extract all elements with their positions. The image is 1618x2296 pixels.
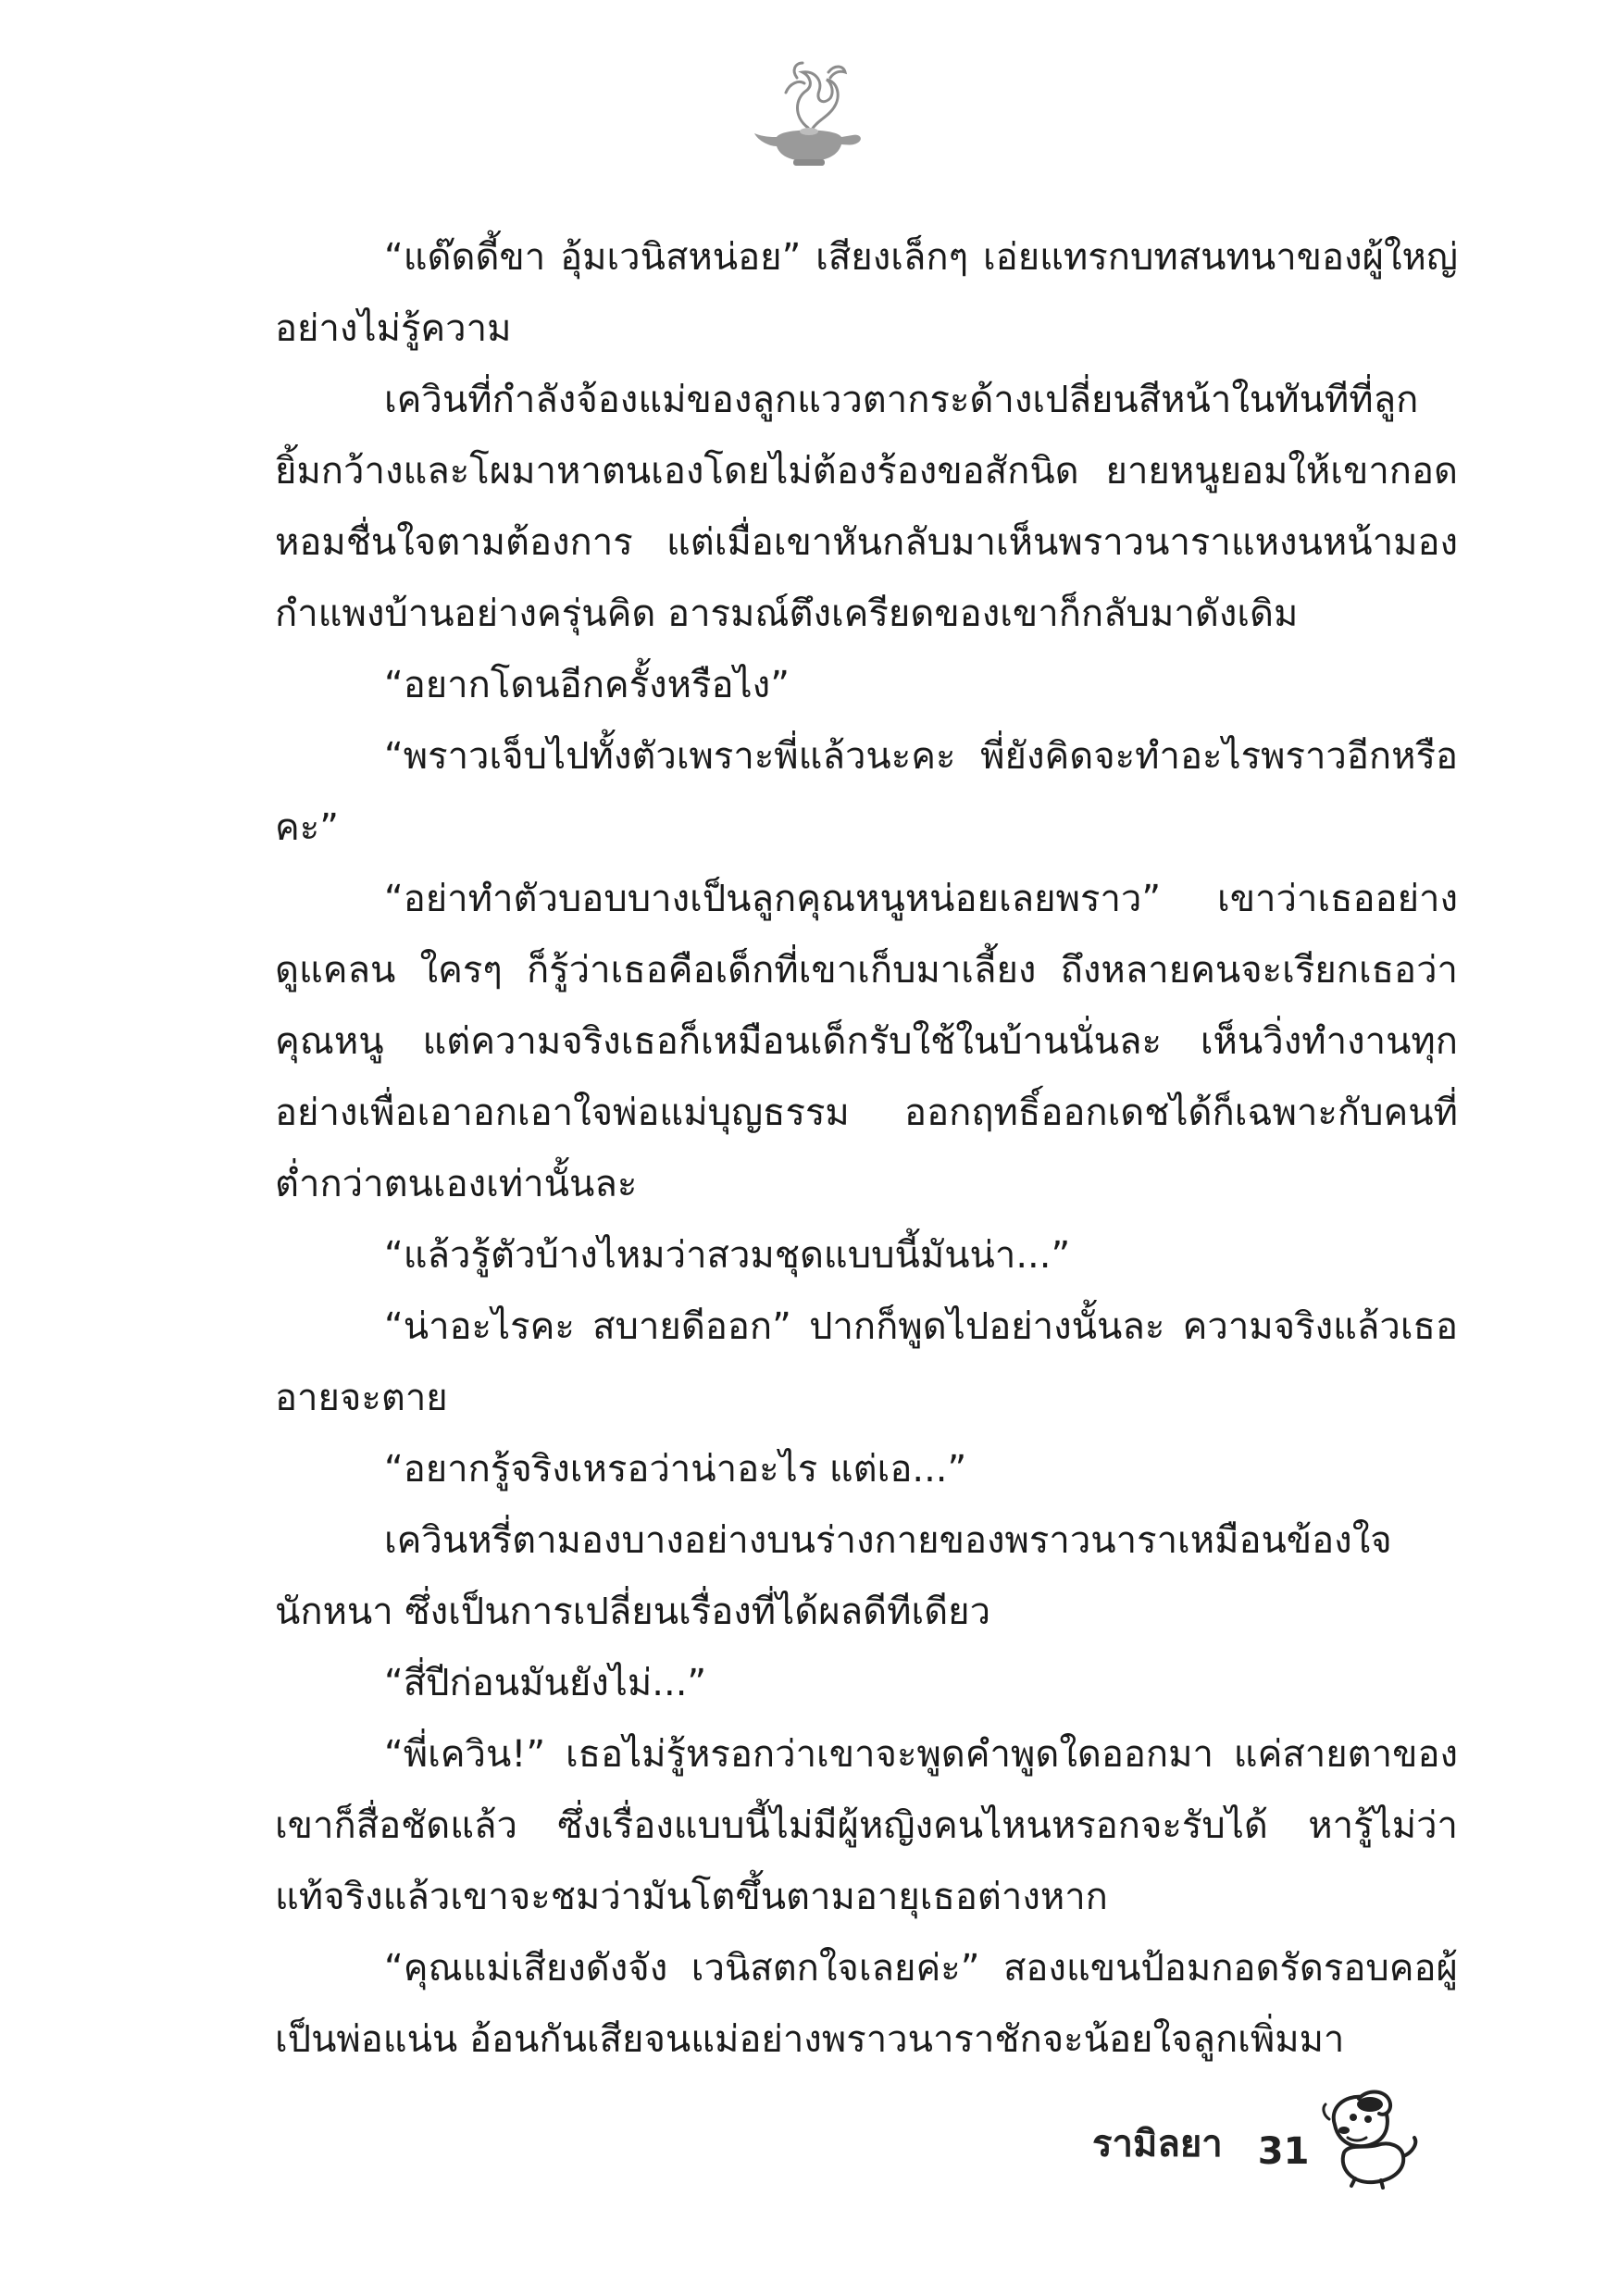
dog-icon	[1316, 2088, 1427, 2191]
paragraph: เควินที่กำลังจ้องแม่ของลูกแววตากระด้างเปลี่ยนสีหน้าในทันทีที่ลูกยิ้มกว้างและโผมาหาตนเองโดยไม่ต้องร้องขอสักนิด ยายหนูยอมให้เขากอดหอมชื่นใจตามต้องการ แต่เมื่อเขาหันกลับมาเห็นพราวนาราแหงนหน้ามองกำแพงบ้านอย่างครุ่นคิด อารมณ์ตึงเครียดของเขาก็กลับมาดังเดิม	[275, 379, 1458, 635]
genie-lamp-icon	[749, 56, 869, 171]
paragraph: “อยากโดนอีกครั้งหรือไง”	[384, 664, 790, 706]
paragraph: “แล้วรู้ตัวบ้างไหมว่าสวมชุดแบบนี้มันน่า...”	[384, 1234, 1071, 1277]
page-number: 31	[1257, 2130, 1310, 2173]
paragraph: “พราวเจ็บไปทั้งตัวเพราะพี่แล้วนะคะ พี่ยังคิดจะทำอะไรพราวอีกหรือคะ”	[275, 735, 1458, 849]
paragraph: “น่าอะไรคะ สบายดีออก” ปากก็พูดไปอย่างนั้นละ ความจริงแล้วเธออายจะตาย	[275, 1305, 1458, 1419]
body-text	[275, 222, 1458, 2076]
paragraph: “สี่ปีก่อนมันยังไม่...”	[384, 1662, 707, 1704]
paragraph: “คุณแม่เสียงดังจัง เวนิสตกใจเลยค่ะ” สองแขนป้อมกอดรัดรอบคอผู้เป็นพ่อแน่น อ้อนกันเสียจนแม่อย่างพราวนาราชักจะน้อยใจลูกเพิ่มมา	[275, 1947, 1458, 2061]
paragraph: “อย่าทำตัวบอบบางเป็นลูกคุณหนูหน่อยเลยพราว” เขาว่าเธออย่างดูแคลน ใครๆ ก็รู้ว่าเธอคือเด็กที่เขาเก็บมาเลี้ยง ถึงหลายคนจะเรียกเธอว่าคุณหนู แต่ความจริงเธอก็เหมือนเด็กรับใช้ในบ้านนั่นละ เห็นวิ่งทำงานทุกอย่างเพื่อเอาอกเอาใจพ่อแม่บุญธรรม ออกฤทธิ์ออกเดชได้ก็เฉพาะกับคนที่ต่ำกว่าตนเองเท่านั้นละ	[275, 878, 1458, 1205]
footer-book-title: รามิลยา	[1092, 2123, 1223, 2165]
paragraph: “แด๊ดดี้ขา อุ้มเวนิสหน่อย” เสียงเล็กๆ เอ่ยแทรกบทสนทนาของผู้ใหญ่อย่างไม่รู้ความ	[275, 236, 1458, 350]
paragraph: เควินหรี่ตามองบางอย่างบนร่างกายของพราวนาราเหมือนข้องใจนักหนา ซึ่งเป็นการเปลี่ยนเรื่องที่ได้ผลดีทีเดียว	[275, 1519, 1392, 1633]
page-footer	[1092, 2088, 1427, 2173]
paragraph: “พี่เควิน!” เธอไม่รู้หรอกว่าเขาจะพูดคำพูดใดออกมา แค่สายตาของเขาก็สื่อชัดแล้ว ซึ่งเรื่องแบบนี้ไม่มีผู้หญิงคนไหนหรอกจะรับได้ หารู้ไม่ว่าแท้จริงแล้วเขาจะชมว่ามันโตขึ้นตามอายุเธอต่างหาก	[275, 1733, 1458, 1918]
paragraph: “อยากรู้จริงเหรอว่าน่าอะไร แต่เอ...”	[384, 1448, 967, 1491]
